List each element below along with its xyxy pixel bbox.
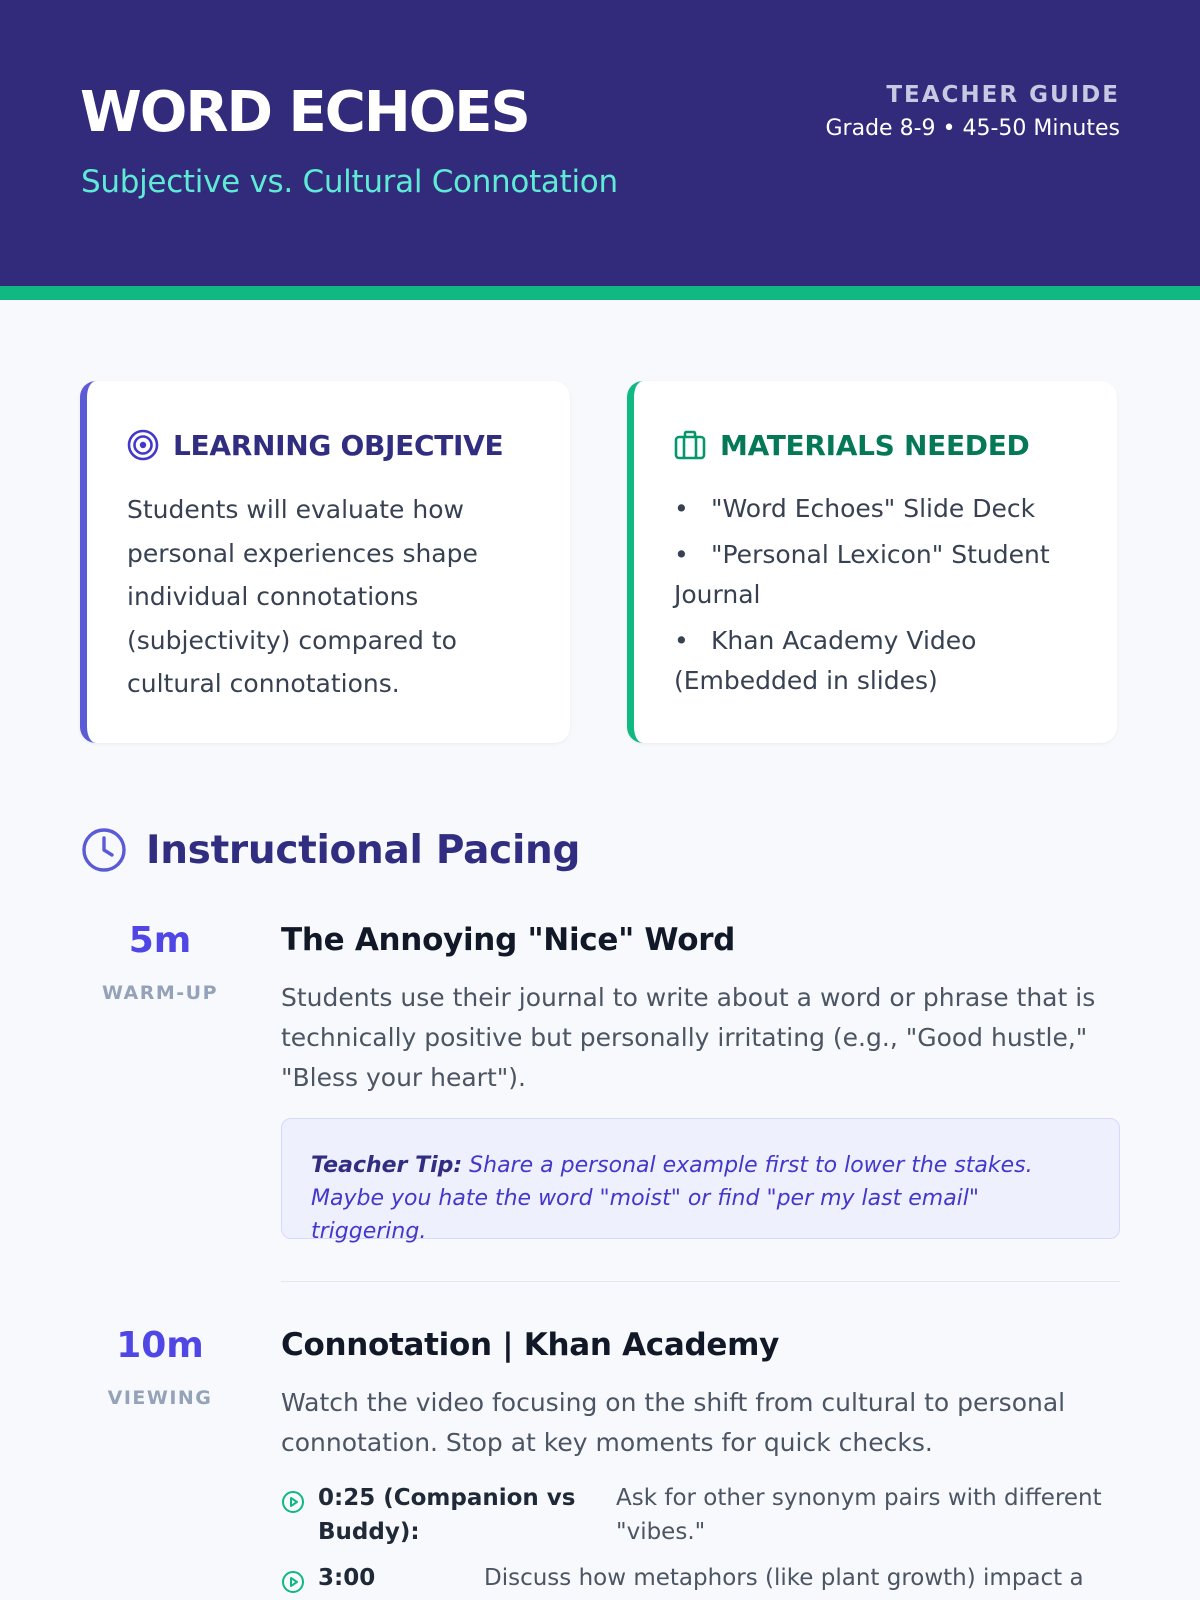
page-subtitle: Subjective vs. Cultural Connotation xyxy=(81,164,618,200)
step-description: Students use their journal to write about a word or phrase that is technically positive but personally irritating (e.g., "Good hustle," "Bless your heart"). xyxy=(281,983,1096,1092)
step-phase: WARM-UP xyxy=(101,982,219,1004)
materials-card xyxy=(627,381,1117,743)
pacing-title: Instructional Pacing xyxy=(146,827,581,873)
learning-objective-card xyxy=(80,381,570,743)
teacher-tip-text: Share a personal example first to lower the stakes. Maybe you hate the word "moist" or find "per my last email" triggering. xyxy=(311,1153,1033,1244)
page-title: WORD ECHOES xyxy=(80,80,529,145)
pacing-header xyxy=(80,826,580,874)
learning-objective-title: LEARNING OBJECTIVE xyxy=(173,428,504,462)
step-description: Watch the video focusing on the shift from cultural to personal connotation. Stop at key moments for quick checks. xyxy=(281,1388,1066,1457)
play-circle-icon xyxy=(281,1570,305,1594)
clock-icon xyxy=(80,826,128,874)
step-title: Connotation | Khan Academy xyxy=(281,1327,780,1363)
learning-objective-text: Students will evaluate how personal experiences shape individual connotations (subjectivity) compared to cultural connotations. xyxy=(127,495,478,698)
materials-title: MATERIALS NEEDED xyxy=(720,428,1030,462)
video-checkpoint-time: 3:00 xyxy=(318,1565,376,1591)
step-phase: VIEWING xyxy=(107,1387,213,1409)
teacher-tip-label: Teacher Tip: xyxy=(311,1153,463,1178)
teacher-tip xyxy=(281,1118,1120,1244)
step-duration: 5m xyxy=(128,920,192,961)
list-item: • "Personal Lexicon" Student Journal xyxy=(674,540,1050,609)
video-checkpoint-text: Ask for other synonym pairs with different "vibes." xyxy=(616,1485,1102,1545)
play-circle-icon xyxy=(281,1490,305,1514)
guide-label: TEACHER GUIDE xyxy=(886,82,1120,108)
step-duration: 10m xyxy=(116,1325,204,1366)
list-item: • "Word Echoes" Slide Deck xyxy=(674,494,1036,523)
briefcase-icon xyxy=(672,427,708,463)
video-checkpoint-time: 0:25 (Companion vs Buddy): xyxy=(318,1485,576,1545)
guide-meta: Grade 8-9 • 45-50 Minutes xyxy=(825,116,1120,141)
step-divider xyxy=(281,1281,1120,1282)
header-accent-stripe xyxy=(0,286,1200,300)
materials-list xyxy=(674,489,1094,707)
step-title: The Annoying "Nice" Word xyxy=(281,922,736,958)
video-checkpoint-text: Discuss how metaphors (like plant growth) impact a xyxy=(484,1565,1084,1591)
list-item: • Khan Academy Video (Embedded in slides) xyxy=(674,626,977,695)
materials-header xyxy=(672,427,1030,463)
learning-objective-header xyxy=(125,427,503,463)
target-icon xyxy=(125,427,161,463)
